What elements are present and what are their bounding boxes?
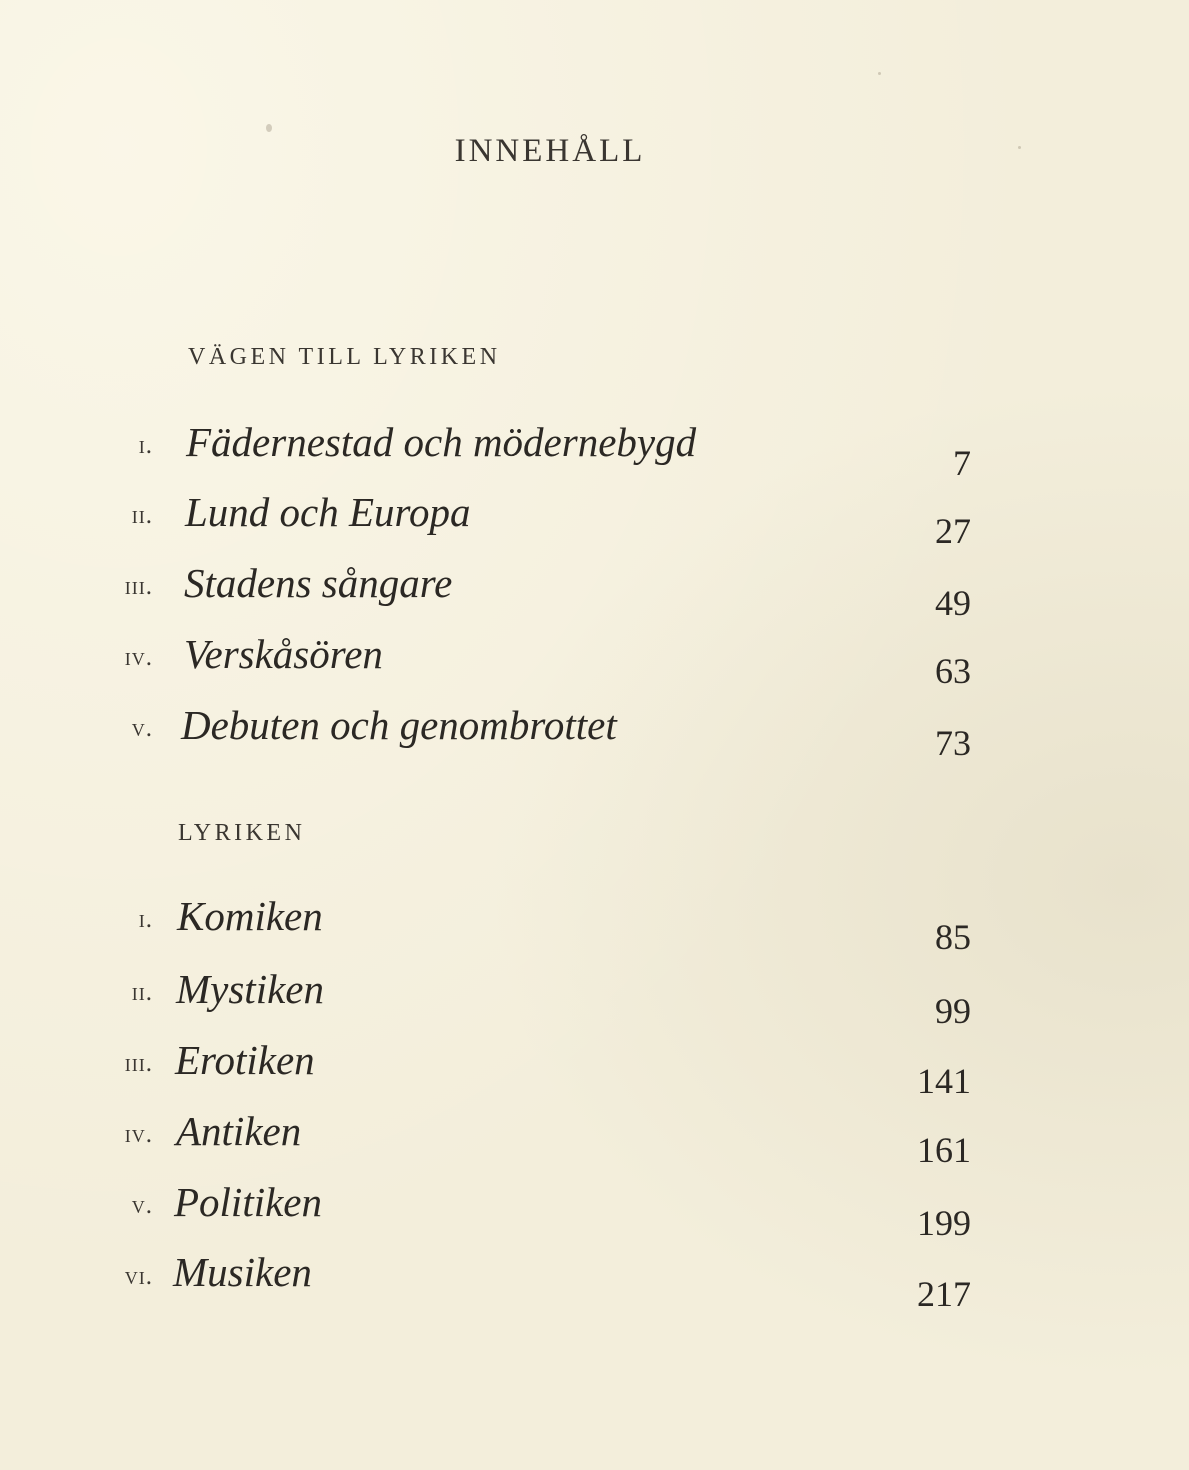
toc-entry[interactable] bbox=[0, 630, 1189, 690]
chapter-numeral: i. bbox=[138, 432, 153, 459]
toc-entry[interactable] bbox=[0, 700, 1189, 763]
toc-entry[interactable] bbox=[0, 560, 1189, 623]
chapter-numeral: iii. bbox=[124, 1050, 153, 1077]
page-number: 217 bbox=[917, 1274, 971, 1314]
page-number: 63 bbox=[935, 651, 971, 691]
page-title: INNEHÅLL bbox=[454, 133, 646, 169]
chapter-numeral: ii. bbox=[131, 502, 153, 529]
chapter-title: Musiken bbox=[173, 1249, 312, 1295]
page-number: 199 bbox=[917, 1203, 971, 1243]
chapter-title: Debuten och genombrottet bbox=[181, 702, 617, 748]
page-number: 27 bbox=[935, 511, 971, 551]
chapter-numeral: iii. bbox=[124, 573, 153, 600]
section-heading-lyriken: LYRIKEN bbox=[178, 820, 306, 846]
toc-entry[interactable] bbox=[0, 1246, 1189, 1314]
paper-speck bbox=[266, 124, 272, 132]
chapter-numeral: iv. bbox=[124, 1121, 153, 1148]
chapter-title: Erotiken bbox=[175, 1037, 315, 1083]
toc-entry[interactable] bbox=[0, 1036, 1189, 1101]
chapter-numeral: i. bbox=[138, 906, 153, 933]
toc-entry[interactable] bbox=[0, 1176, 1189, 1243]
chapter-title: Lund och Europa bbox=[185, 489, 471, 535]
page-number: 99 bbox=[935, 991, 971, 1031]
chapter-title: Komiken bbox=[177, 893, 323, 939]
paper-speck bbox=[878, 72, 881, 75]
chapter-title: Antiken bbox=[176, 1108, 302, 1154]
chapter-numeral: v. bbox=[131, 715, 153, 742]
chapter-title: Fädernestad och mödernebygd bbox=[186, 419, 697, 465]
chapter-title: Politiken bbox=[174, 1179, 323, 1225]
page-number: 161 bbox=[917, 1130, 971, 1170]
chapter-numeral: ii. bbox=[131, 979, 153, 1006]
toc-entry[interactable] bbox=[0, 419, 1189, 483]
chapter-numeral: vi. bbox=[124, 1263, 153, 1290]
toc-entry[interactable] bbox=[0, 490, 1189, 550]
section-heading-vagen-till-lyriken: VÄGEN TILL LYRIKEN bbox=[188, 344, 501, 370]
toc-entry[interactable] bbox=[0, 893, 1189, 957]
chapter-title: Mystiken bbox=[176, 966, 324, 1012]
page-number: 141 bbox=[917, 1061, 971, 1101]
page-number: 73 bbox=[935, 723, 971, 763]
chapter-title: Stadens sångare bbox=[184, 560, 453, 606]
toc-entry[interactable] bbox=[0, 965, 1189, 1031]
page-number: 49 bbox=[935, 583, 971, 623]
page-number: 7 bbox=[953, 443, 971, 483]
toc-entry[interactable] bbox=[0, 1106, 1189, 1170]
page-number: 85 bbox=[935, 917, 971, 957]
chapter-title: Verskåsören bbox=[184, 631, 383, 677]
chapter-numeral: iv. bbox=[124, 644, 153, 671]
chapter-numeral: v. bbox=[131, 1192, 153, 1219]
